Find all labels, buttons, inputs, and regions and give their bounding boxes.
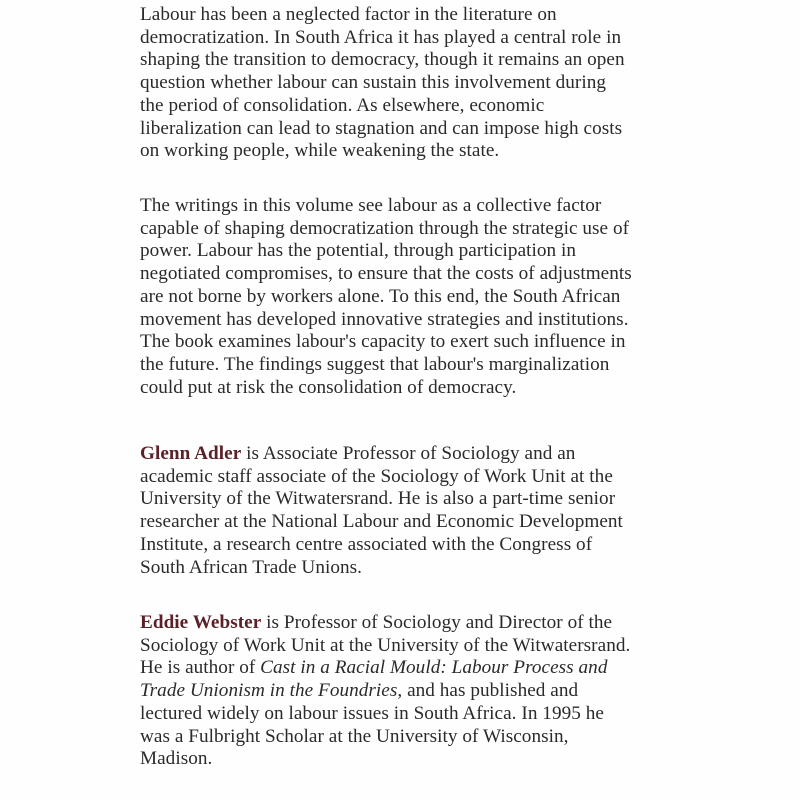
paragraph-line: liberalization can lead to stagnation and can impose high costs [140, 117, 623, 139]
paragraph-line: could put at risk the consolidation of democracy. [140, 376, 517, 398]
bio-text: He is author of [140, 657, 261, 679]
paragraph-line: Labour has been a neglected factor in the literature on [140, 4, 557, 25]
book-title: Cast in a Racial Mould: Labour Process and [260, 657, 608, 679]
bio-line: University of the Witwatersrand. He is also a part-time senior [140, 488, 616, 510]
paragraph-line: negotiated compromises, to ensure that the costs of adjustments [140, 263, 632, 285]
paragraph-line: the future. The findings suggest that labour's marginalization [140, 353, 610, 375]
author-bio-webster [140, 612, 700, 771]
intro-paragraph [140, 4, 700, 163]
bio-line: was a Fulbright Scholar at the University of Wisconsin, [140, 725, 569, 747]
summary-paragraph [140, 195, 700, 399]
paragraph-line: are not borne by workers alone. To this end, the South African [140, 285, 621, 307]
author-name: Eddie Webster [140, 612, 262, 633]
paragraph-line: The book examines labour's capacity to exert such influence in [140, 331, 626, 353]
paragraph-line: capable of shaping democratization through the strategic use of [140, 217, 630, 239]
paragraph-line: the period of consolidation. As elsewhere, economic [140, 94, 545, 116]
paragraph-line: question whether labour can sustain this involvement during [140, 72, 607, 94]
bio-line: Madison. [140, 748, 213, 770]
bio-line: Institute, a research centre associated with the Congress of [140, 533, 593, 555]
bio-line [140, 680, 700, 703]
paragraph-line: movement has developed innovative strategies and institutions. [140, 308, 629, 330]
paragraph-line: on working people, while weakening the state. [140, 140, 500, 162]
author-bio-adler [140, 443, 700, 579]
bio-line [140, 657, 700, 680]
paragraph-line: democratization. In South Africa it has played a central role in [140, 26, 622, 48]
bio-line: Sociology of Work Unit at the University of the Witwatersrand. [140, 634, 631, 656]
book-title: Trade Unionism in the Foundries [140, 680, 398, 702]
author-name: Glenn Adler [140, 443, 242, 464]
bio-text: is Professor of Sociology and Director of the [261, 612, 613, 633]
bio-text: is Associate Professor of Sociology and an [241, 443, 576, 464]
paragraph-line: power. Labour has the potential, through participation in [140, 240, 577, 262]
bio-first-line [140, 612, 700, 635]
bio-text: , and has published and [397, 680, 579, 702]
bio-line: South African Trade Unions. [140, 556, 363, 578]
bio-first-line [140, 443, 700, 466]
bio-line: academic staff associate of the Sociology of Work Unit at the [140, 465, 613, 487]
paragraph-line: shaping the transition to democracy, though it remains an open [140, 49, 625, 71]
bio-line: researcher at the National Labour and Economic Development [140, 511, 623, 533]
bio-line: lectured widely on labour issues in South Africa. In 1995 he [140, 702, 604, 724]
paragraph-line: The writings in this volume see labour as a collective factor [140, 195, 602, 216]
